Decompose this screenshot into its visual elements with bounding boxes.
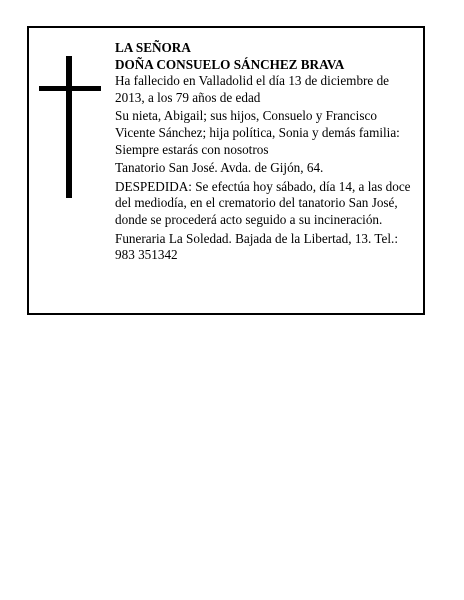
obituary-notice (27, 26, 425, 315)
wake-location: Tanatorio San José. Avda. de Gijón, 64. (115, 160, 324, 176)
passing-details: Ha fallecido en Valladolid el día 13 de diciembre de 2013, a los 79 años de edad (115, 73, 390, 105)
deceased-name: DOÑA CONSUELO SÁNCHEZ BRAVA (115, 56, 345, 72)
cross-horizontal-bar (39, 86, 101, 91)
notice-title: LA SEÑORA (115, 40, 191, 55)
cross-icon (39, 56, 101, 198)
cross-vertical-bar (66, 56, 72, 198)
family-details: Su nieta, Abigail; sus hijos, Consuelo y Francisco Vicente Sánchez; hija política, Sonia y demás familia: Siempre estarás con nosotros (115, 108, 400, 157)
farewell-details: DESPEDIDA: Se efectúa hoy sábado, día 14, a las doce del mediodía, en el crematorio del tanatorio San José, donde se procederá acto seguido a su incineración. (115, 178, 411, 227)
funeral-home: Funeraria La Soledad. Bajada de la Libertad, 13. Tel.: 983 351342 (115, 230, 398, 263)
notice-text (115, 40, 417, 266)
